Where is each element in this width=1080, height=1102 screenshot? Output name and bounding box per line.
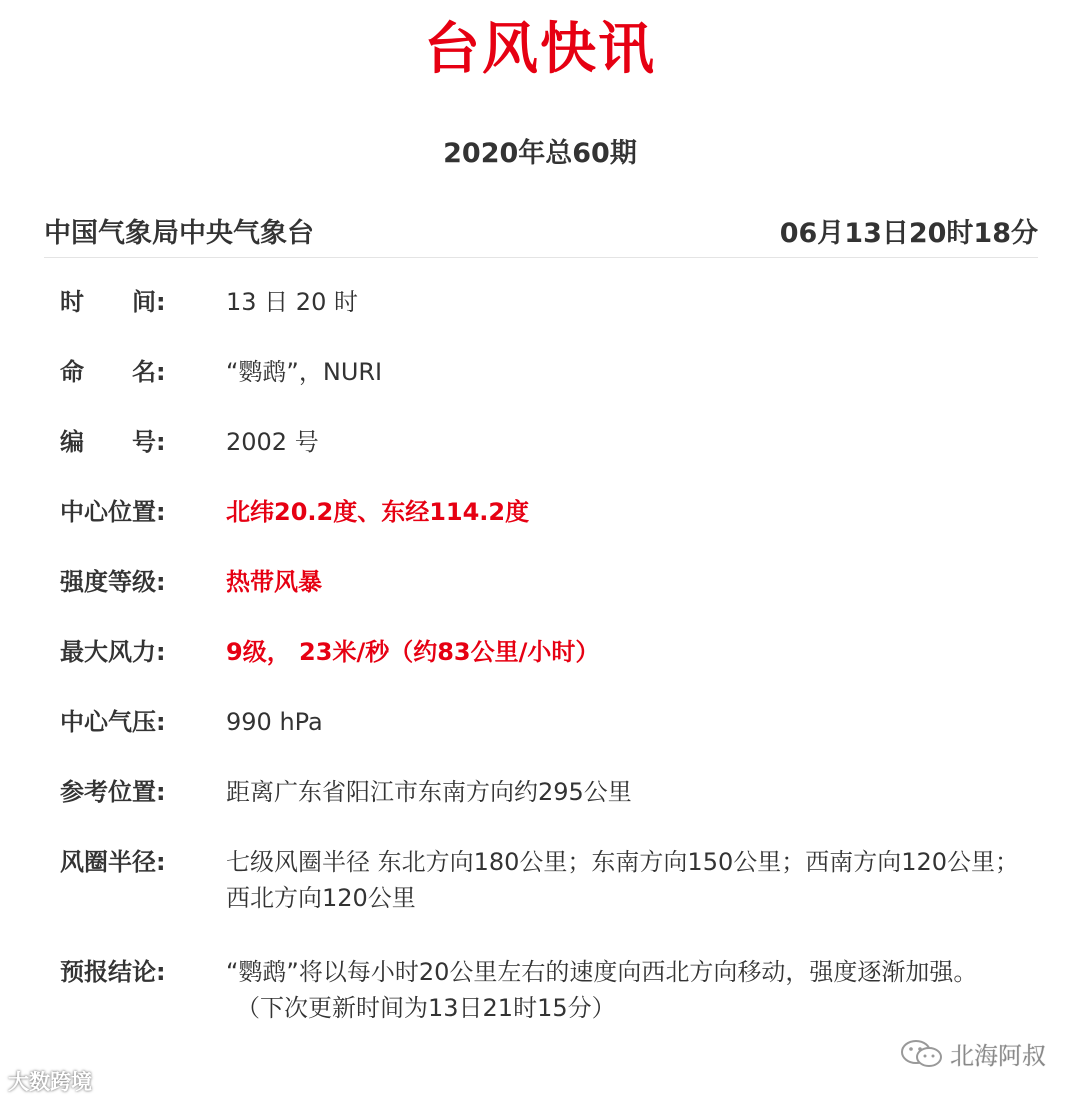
row-value: 七级风圈半径 东北方向180公里；东南方向150公里；西南方向120公里；西北方向120公里	[226, 848, 1020, 912]
watermark-right: 北海阿叔	[900, 1036, 1046, 1071]
source-name: 中国气象局中央气象台	[44, 217, 314, 249]
publish-datetime: 06月13日20时18分	[779, 217, 1038, 249]
row-label: 强度等级:	[60, 568, 166, 596]
row-label: 时 间:	[60, 288, 166, 316]
row-value: 热带风暴	[226, 568, 322, 596]
row-label: 中心位置:	[60, 498, 166, 526]
issue-number: 2020年总60期	[443, 138, 637, 169]
row-value: 13 日 20 时	[226, 288, 358, 316]
row-label: 参考位置:	[60, 778, 166, 806]
row-reference-position	[60, 774, 1020, 810]
page-title: 台风快讯	[424, 17, 656, 82]
row-max-wind	[60, 634, 1020, 670]
row-wind-radius	[60, 844, 1020, 916]
row-value	[226, 954, 1020, 1026]
row-value: 2002 号	[226, 428, 319, 456]
row-label: 命 名:	[60, 358, 166, 386]
row-value: 990 hPa	[226, 708, 323, 736]
row-center-position	[60, 494, 1020, 530]
row-label: 编 号:	[60, 428, 166, 456]
row-value: “鹦鹉”，NURI	[226, 358, 383, 386]
row-value: 北纬20.2度、东经114.2度	[226, 498, 530, 526]
forecast-text: “鹦鹉”将以每小时20公里左右的速度向西北方向移动，强度逐渐加强。	[226, 958, 978, 986]
row-label: 中心气压:	[60, 708, 166, 736]
source-row	[44, 210, 1038, 250]
row-intensity	[60, 564, 1020, 600]
wechat-icon	[900, 1039, 944, 1069]
next-update-note: （下次更新时间为13日21时15分）	[236, 994, 616, 1022]
row-pressure	[60, 704, 1020, 740]
divider	[44, 257, 1038, 258]
info-table	[60, 284, 1020, 1026]
row-label: 预报结论:	[60, 958, 166, 986]
row-value: 9级， 23米/秒（约83公里/小时）	[226, 638, 600, 666]
row-time	[60, 284, 1020, 320]
row-label: 风圈半径:	[60, 848, 166, 876]
row-forecast	[60, 954, 1020, 1026]
row-value: 距离广东省阳江市东南方向约295公里	[226, 778, 632, 806]
row-label: 最大风力:	[60, 638, 166, 666]
row-number	[60, 424, 1020, 460]
row-name	[60, 354, 1020, 390]
watermark-left: 大数跨境	[8, 1070, 92, 1094]
